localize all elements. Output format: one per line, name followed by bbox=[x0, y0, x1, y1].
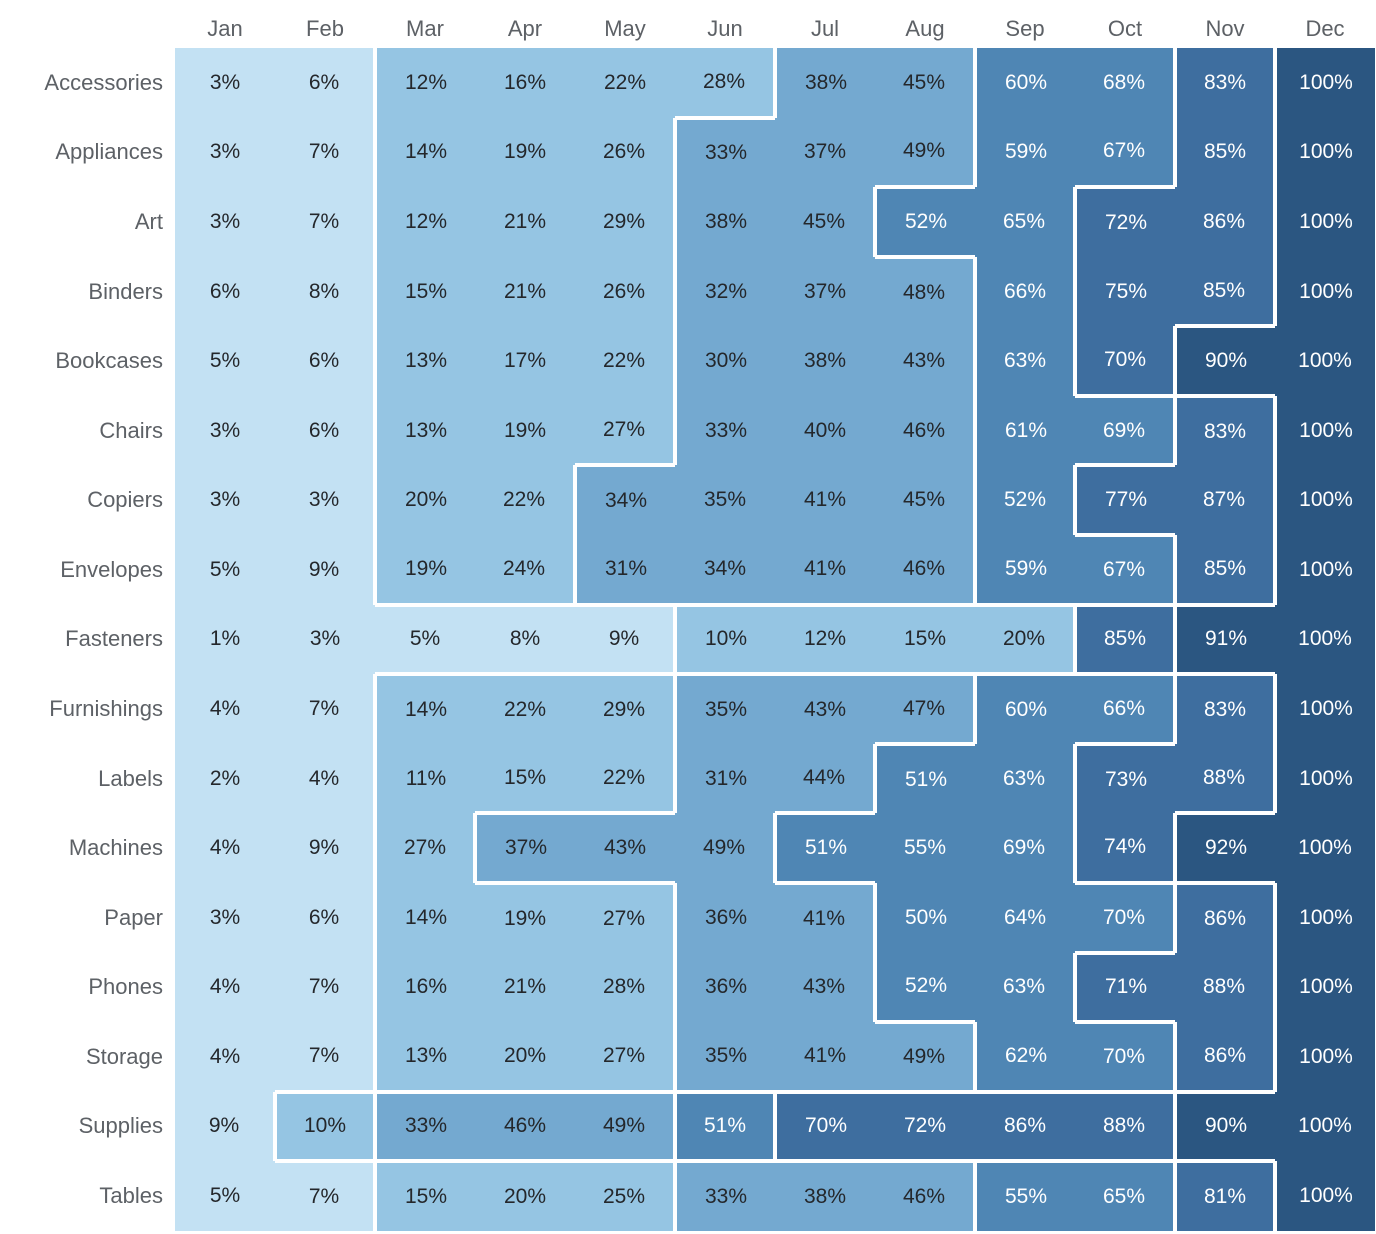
cell-accessories-dec[interactable]: 100% bbox=[1275, 48, 1375, 118]
cell-art-aug[interactable]: 52% bbox=[875, 187, 975, 257]
cell-accessories-feb[interactable]: 6% bbox=[275, 48, 375, 118]
cell-art-may[interactable]: 29% bbox=[575, 187, 675, 257]
row-header-fasteners[interactable]: Fasteners bbox=[65, 626, 163, 652]
cell-supplies-may[interactable]: 49% bbox=[575, 1092, 675, 1162]
cell-paper-apr[interactable]: 19% bbox=[475, 883, 575, 953]
column-header-nov[interactable]: Nov bbox=[1205, 16, 1245, 41]
row-header-tables[interactable]: Tables bbox=[99, 1183, 163, 1209]
column-header-apr[interactable]: Apr bbox=[507, 16, 543, 41]
cell-art-nov[interactable]: 86% bbox=[1175, 187, 1275, 257]
cell-machines-jun[interactable]: 49% bbox=[675, 813, 775, 883]
cell-envelopes-sep[interactable]: 59% bbox=[975, 535, 1075, 605]
cell-furnishings-may[interactable]: 29% bbox=[575, 674, 675, 744]
cell-supplies-jan[interactable]: 9% bbox=[175, 1092, 275, 1162]
cell-accessories-aug[interactable]: 45% bbox=[875, 48, 975, 118]
row-header-storage[interactable]: Storage bbox=[85, 1043, 163, 1069]
row-header-art[interactable]: Art bbox=[134, 208, 163, 234]
cell-chairs-mar[interactable]: 13% bbox=[375, 396, 475, 466]
cell-accessories-nov[interactable]: 83% bbox=[1175, 48, 1275, 118]
cell-labels-feb[interactable]: 4% bbox=[275, 744, 375, 814]
cell-supplies-jul[interactable]: 70% bbox=[775, 1092, 875, 1162]
cell-furnishings-jul[interactable]: 43% bbox=[775, 674, 875, 744]
cell-bookcases-mar[interactable]: 13% bbox=[375, 326, 475, 396]
cell-appliances-jan[interactable]: 3% bbox=[175, 118, 275, 188]
cell-appliances-may[interactable]: 26% bbox=[575, 118, 675, 188]
cell-tables-dec[interactable]: 100% bbox=[1275, 1161, 1375, 1231]
cell-phones-may[interactable]: 28% bbox=[575, 953, 675, 1023]
cell-supplies-feb[interactable]: 10% bbox=[275, 1092, 375, 1162]
cell-machines-sep[interactable]: 69% bbox=[975, 813, 1075, 883]
cell-storage-sep[interactable]: 62% bbox=[975, 1022, 1075, 1092]
cell-fasteners-sep[interactable]: 20% bbox=[975, 605, 1075, 675]
cell-binders-apr[interactable]: 21% bbox=[475, 257, 575, 327]
cell-chairs-oct[interactable]: 69% bbox=[1075, 396, 1175, 466]
cell-supplies-apr[interactable]: 46% bbox=[475, 1092, 575, 1162]
cell-labels-dec[interactable]: 100% bbox=[1275, 744, 1375, 814]
cell-phones-apr[interactable]: 21% bbox=[475, 953, 575, 1023]
cell-chairs-feb[interactable]: 6% bbox=[275, 396, 375, 466]
cell-envelopes-apr[interactable]: 24% bbox=[475, 535, 575, 605]
column-header-oct[interactable]: Oct bbox=[1107, 16, 1143, 41]
cell-binders-dec[interactable]: 100% bbox=[1275, 257, 1375, 327]
cell-envelopes-dec[interactable]: 100% bbox=[1275, 535, 1375, 605]
cell-paper-jul[interactable]: 41% bbox=[775, 883, 875, 953]
cell-labels-nov[interactable]: 88% bbox=[1175, 744, 1275, 814]
row-header-bookcases[interactable]: Bookcases bbox=[55, 348, 163, 374]
cell-copiers-aug[interactable]: 45% bbox=[875, 465, 975, 535]
cell-supplies-dec[interactable]: 100% bbox=[1275, 1092, 1375, 1162]
cell-binders-oct[interactable]: 75% bbox=[1075, 257, 1175, 327]
cell-bookcases-jul[interactable]: 38% bbox=[775, 326, 875, 396]
cell-tables-aug[interactable]: 46% bbox=[875, 1161, 975, 1231]
cell-storage-oct[interactable]: 70% bbox=[1075, 1022, 1175, 1092]
cell-copiers-jul[interactable]: 41% bbox=[775, 465, 875, 535]
cell-labels-jan[interactable]: 2% bbox=[175, 744, 275, 814]
cell-phones-jan[interactable]: 4% bbox=[175, 953, 275, 1023]
cell-furnishings-nov[interactable]: 83% bbox=[1175, 674, 1275, 744]
cell-storage-jun[interactable]: 35% bbox=[675, 1022, 775, 1092]
column-header-feb[interactable]: Feb bbox=[306, 16, 344, 41]
cell-accessories-jun[interactable]: 28% bbox=[675, 48, 775, 118]
cell-appliances-mar[interactable]: 14% bbox=[375, 118, 475, 188]
column-header-dec[interactable]: Dec bbox=[1305, 16, 1345, 41]
cell-bookcases-jun[interactable]: 30% bbox=[675, 326, 775, 396]
table-corner-spacer bbox=[0, 0, 175, 48]
column-header-jun[interactable]: Jun bbox=[707, 16, 743, 41]
cell-supplies-mar[interactable]: 33% bbox=[375, 1092, 475, 1162]
cell-appliances-sep[interactable]: 59% bbox=[975, 118, 1075, 188]
cell-furnishings-apr[interactable]: 22% bbox=[475, 674, 575, 744]
cell-envelopes-jan[interactable]: 5% bbox=[175, 535, 275, 605]
cell-labels-jul[interactable]: 44% bbox=[775, 744, 875, 814]
row-header-labels[interactable]: Labels bbox=[98, 765, 163, 791]
column-header-aug[interactable]: Aug bbox=[905, 16, 945, 41]
cell-art-jul[interactable]: 45% bbox=[775, 187, 875, 257]
cell-phones-dec[interactable]: 100% bbox=[1275, 953, 1375, 1023]
cell-chairs-sep[interactable]: 61% bbox=[975, 396, 1075, 466]
cell-furnishings-sep[interactable]: 60% bbox=[975, 674, 1075, 744]
cell-storage-apr[interactable]: 20% bbox=[475, 1022, 575, 1092]
cell-phones-feb[interactable]: 7% bbox=[275, 953, 375, 1023]
cell-art-mar[interactable]: 12% bbox=[375, 187, 475, 257]
cell-paper-dec[interactable]: 100% bbox=[1275, 883, 1375, 953]
cell-paper-aug[interactable]: 50% bbox=[875, 883, 975, 953]
cell-paper-sep[interactable]: 64% bbox=[975, 883, 1075, 953]
row-header-supplies[interactable]: Supplies bbox=[78, 1113, 163, 1139]
cell-envelopes-oct[interactable]: 67% bbox=[1075, 535, 1175, 605]
cell-paper-may[interactable]: 27% bbox=[575, 883, 675, 953]
cell-labels-oct[interactable]: 73% bbox=[1075, 744, 1175, 814]
cell-bookcases-may[interactable]: 22% bbox=[575, 326, 675, 396]
cell-appliances-nov[interactable]: 85% bbox=[1175, 118, 1275, 188]
cell-fasteners-oct[interactable]: 85% bbox=[1075, 605, 1175, 675]
cell-chairs-nov[interactable]: 83% bbox=[1175, 396, 1275, 466]
cell-binders-jun[interactable]: 32% bbox=[675, 257, 775, 327]
cell-binders-feb[interactable]: 8% bbox=[275, 257, 375, 327]
cell-art-apr[interactable]: 21% bbox=[475, 187, 575, 257]
cell-phones-nov[interactable]: 88% bbox=[1175, 953, 1275, 1023]
cell-machines-aug[interactable]: 55% bbox=[875, 813, 975, 883]
cell-paper-jan[interactable]: 3% bbox=[175, 883, 275, 953]
cell-storage-aug[interactable]: 49% bbox=[875, 1022, 975, 1092]
cell-fasteners-apr[interactable]: 8% bbox=[475, 605, 575, 675]
cell-tables-nov[interactable]: 81% bbox=[1175, 1161, 1275, 1231]
cell-envelopes-nov[interactable]: 85% bbox=[1175, 535, 1275, 605]
cell-binders-aug[interactable]: 48% bbox=[875, 257, 975, 327]
cell-storage-feb[interactable]: 7% bbox=[275, 1022, 375, 1092]
cell-phones-mar[interactable]: 16% bbox=[375, 953, 475, 1023]
cell-accessories-oct[interactable]: 68% bbox=[1075, 48, 1175, 118]
column-header-sep[interactable]: Sep bbox=[1005, 16, 1045, 41]
cell-appliances-jul[interactable]: 37% bbox=[775, 118, 875, 188]
cell-phones-jun[interactable]: 36% bbox=[675, 953, 775, 1023]
cell-fasteners-may[interactable]: 9% bbox=[575, 605, 675, 675]
cell-envelopes-jun[interactable]: 34% bbox=[675, 535, 775, 605]
cell-furnishings-mar[interactable]: 14% bbox=[375, 674, 475, 744]
cell-art-sep[interactable]: 65% bbox=[975, 187, 1075, 257]
cell-bookcases-dec[interactable]: 100% bbox=[1275, 326, 1375, 396]
cell-bookcases-oct[interactable]: 70% bbox=[1075, 326, 1175, 396]
cell-copiers-nov[interactable]: 87% bbox=[1175, 465, 1275, 535]
cell-chairs-may[interactable]: 27% bbox=[575, 396, 675, 466]
row-header-phones[interactable]: Phones bbox=[88, 974, 163, 1000]
cell-storage-mar[interactable]: 13% bbox=[375, 1022, 475, 1092]
cell-copiers-feb[interactable]: 3% bbox=[275, 465, 375, 535]
cell-phones-aug[interactable]: 52% bbox=[875, 953, 975, 1023]
cell-accessories-jul[interactable]: 38% bbox=[775, 48, 875, 118]
cell-accessories-sep[interactable]: 60% bbox=[975, 48, 1075, 118]
cell-binders-mar[interactable]: 15% bbox=[375, 257, 475, 327]
cell-paper-nov[interactable]: 86% bbox=[1175, 883, 1275, 953]
cell-labels-apr[interactable]: 15% bbox=[475, 744, 575, 814]
cell-supplies-sep[interactable]: 86% bbox=[975, 1092, 1075, 1162]
cell-machines-nov[interactable]: 92% bbox=[1175, 813, 1275, 883]
cell-appliances-jun[interactable]: 33% bbox=[675, 118, 775, 188]
cell-labels-may[interactable]: 22% bbox=[575, 744, 675, 814]
cell-fasteners-jan[interactable]: 1% bbox=[175, 605, 275, 675]
cell-phones-sep[interactable]: 63% bbox=[975, 953, 1075, 1023]
cell-chairs-jun[interactable]: 33% bbox=[675, 396, 775, 466]
cell-envelopes-jul[interactable]: 41% bbox=[775, 535, 875, 605]
cell-tables-feb[interactable]: 7% bbox=[275, 1161, 375, 1231]
cell-copiers-dec[interactable]: 100% bbox=[1275, 465, 1375, 535]
cell-copiers-jun[interactable]: 35% bbox=[675, 465, 775, 535]
column-header-may[interactable]: May bbox=[604, 16, 646, 41]
cell-bookcases-jan[interactable]: 5% bbox=[175, 326, 275, 396]
cell-art-jan[interactable]: 3% bbox=[175, 187, 275, 257]
cell-paper-feb[interactable]: 6% bbox=[275, 883, 375, 953]
cell-art-dec[interactable]: 100% bbox=[1275, 187, 1375, 257]
cell-envelopes-aug[interactable]: 46% bbox=[875, 535, 975, 605]
cell-tables-oct[interactable]: 65% bbox=[1075, 1161, 1175, 1231]
row-header-appliances[interactable]: Appliances bbox=[55, 139, 163, 165]
cell-furnishings-jan[interactable]: 4% bbox=[175, 674, 275, 744]
cell-copiers-jan[interactable]: 3% bbox=[175, 465, 275, 535]
row-header-binders[interactable]: Binders bbox=[88, 278, 163, 304]
cell-furnishings-jun[interactable]: 35% bbox=[675, 674, 775, 744]
cell-labels-mar[interactable]: 11% bbox=[375, 744, 475, 814]
cell-chairs-jan[interactable]: 3% bbox=[175, 396, 275, 466]
cell-accessories-may[interactable]: 22% bbox=[575, 48, 675, 118]
cell-accessories-apr[interactable]: 16% bbox=[475, 48, 575, 118]
cell-tables-sep[interactable]: 55% bbox=[975, 1161, 1075, 1231]
cell-art-jun[interactable]: 38% bbox=[675, 187, 775, 257]
cell-furnishings-feb[interactable]: 7% bbox=[275, 674, 375, 744]
cell-bookcases-feb[interactable]: 6% bbox=[275, 326, 375, 396]
column-header-jan[interactable]: Jan bbox=[207, 16, 243, 41]
cell-supplies-nov[interactable]: 90% bbox=[1175, 1092, 1275, 1162]
cell-binders-sep[interactable]: 66% bbox=[975, 257, 1075, 327]
cell-binders-nov[interactable]: 85% bbox=[1175, 257, 1275, 327]
cell-tables-jun[interactable]: 33% bbox=[675, 1161, 775, 1231]
cell-appliances-feb[interactable]: 7% bbox=[275, 118, 375, 188]
cell-paper-jun[interactable]: 36% bbox=[675, 883, 775, 953]
cell-accessories-jan[interactable]: 3% bbox=[175, 48, 275, 118]
cell-furnishings-dec[interactable]: 100% bbox=[1275, 674, 1375, 744]
cell-appliances-oct[interactable]: 67% bbox=[1075, 118, 1175, 188]
cell-machines-may[interactable]: 43% bbox=[575, 813, 675, 883]
cell-art-feb[interactable]: 7% bbox=[275, 187, 375, 257]
cell-accessories-mar[interactable]: 12% bbox=[375, 48, 475, 118]
cell-supplies-jun[interactable]: 51% bbox=[675, 1092, 775, 1162]
cell-fasteners-nov[interactable]: 91% bbox=[1175, 605, 1275, 675]
cell-paper-mar[interactable]: 14% bbox=[375, 883, 475, 953]
cell-chairs-jul[interactable]: 40% bbox=[775, 396, 875, 466]
cell-tables-jan[interactable]: 5% bbox=[175, 1161, 275, 1231]
cell-bookcases-apr[interactable]: 17% bbox=[475, 326, 575, 396]
cell-machines-oct[interactable]: 74% bbox=[1075, 813, 1175, 883]
cell-appliances-dec[interactable]: 100% bbox=[1275, 118, 1375, 188]
cell-labels-aug[interactable]: 51% bbox=[875, 744, 975, 814]
row-header-chairs[interactable]: Chairs bbox=[99, 417, 163, 443]
cell-paper-oct[interactable]: 70% bbox=[1075, 883, 1175, 953]
cell-labels-jun[interactable]: 31% bbox=[675, 744, 775, 814]
cell-machines-apr[interactable]: 37% bbox=[475, 813, 575, 883]
cell-envelopes-may[interactable]: 31% bbox=[575, 535, 675, 605]
cell-fasteners-jun[interactable]: 10% bbox=[675, 605, 775, 675]
cell-copiers-sep[interactable]: 52% bbox=[975, 465, 1075, 535]
column-header-mar[interactable]: Mar bbox=[406, 16, 444, 41]
cell-chairs-aug[interactable]: 46% bbox=[875, 396, 975, 466]
cell-tables-mar[interactable]: 15% bbox=[375, 1161, 475, 1231]
cell-bookcases-nov[interactable]: 90% bbox=[1175, 326, 1275, 396]
cell-bookcases-aug[interactable]: 43% bbox=[875, 326, 975, 396]
cell-machines-feb[interactable]: 9% bbox=[275, 813, 375, 883]
cell-chairs-dec[interactable]: 100% bbox=[1275, 396, 1375, 466]
cell-fasteners-mar[interactable]: 5% bbox=[375, 605, 475, 675]
cell-storage-jul[interactable]: 41% bbox=[775, 1022, 875, 1092]
cell-storage-dec[interactable]: 100% bbox=[1275, 1022, 1375, 1092]
cell-binders-may[interactable]: 26% bbox=[575, 257, 675, 327]
cell-machines-jul[interactable]: 51% bbox=[775, 813, 875, 883]
row-header-furnishings[interactable]: Furnishings bbox=[49, 695, 163, 721]
row-header-machines[interactable]: Machines bbox=[68, 835, 163, 861]
cell-chairs-apr[interactable]: 19% bbox=[475, 396, 575, 466]
cell-fasteners-dec[interactable]: 100% bbox=[1275, 605, 1375, 675]
cell-phones-jul[interactable]: 43% bbox=[775, 953, 875, 1023]
cell-copiers-mar[interactable]: 20% bbox=[375, 465, 475, 535]
row-header-copiers[interactable]: Copiers bbox=[87, 487, 163, 513]
cell-copiers-apr[interactable]: 22% bbox=[475, 465, 575, 535]
cell-furnishings-oct[interactable]: 66% bbox=[1075, 674, 1175, 744]
cell-supplies-aug[interactable]: 72% bbox=[875, 1092, 975, 1162]
cell-fasteners-jul[interactable]: 12% bbox=[775, 605, 875, 675]
row-header-paper[interactable]: Paper bbox=[104, 904, 163, 930]
row-header-accessories[interactable]: Accessories bbox=[44, 69, 163, 95]
column-header-jul[interactable]: Jul bbox=[810, 16, 840, 41]
cell-bookcases-sep[interactable]: 63% bbox=[975, 326, 1075, 396]
cell-appliances-apr[interactable]: 19% bbox=[475, 118, 575, 188]
cell-machines-mar[interactable]: 27% bbox=[375, 813, 475, 883]
cell-copiers-oct[interactable]: 77% bbox=[1075, 465, 1175, 535]
cell-envelopes-feb[interactable]: 9% bbox=[275, 535, 375, 605]
cell-binders-jul[interactable]: 37% bbox=[775, 257, 875, 327]
cell-fasteners-feb[interactable]: 3% bbox=[275, 605, 375, 675]
cell-binders-jan[interactable]: 6% bbox=[175, 257, 275, 327]
cell-copiers-may[interactable]: 34% bbox=[575, 465, 675, 535]
row-header-envelopes[interactable]: Envelopes bbox=[60, 556, 163, 582]
cell-appliances-aug[interactable]: 49% bbox=[875, 118, 975, 188]
cell-storage-nov[interactable]: 86% bbox=[1175, 1022, 1275, 1092]
cell-labels-sep[interactable]: 63% bbox=[975, 744, 1075, 814]
cell-phones-oct[interactable]: 71% bbox=[1075, 953, 1175, 1023]
cell-supplies-oct[interactable]: 88% bbox=[1075, 1092, 1175, 1162]
cell-furnishings-aug[interactable]: 47% bbox=[875, 674, 975, 744]
cell-machines-jan[interactable]: 4% bbox=[175, 813, 275, 883]
cell-tables-apr[interactable]: 20% bbox=[475, 1161, 575, 1231]
cell-art-oct[interactable]: 72% bbox=[1075, 187, 1175, 257]
cell-tables-may[interactable]: 25% bbox=[575, 1161, 675, 1231]
cell-machines-dec[interactable]: 100% bbox=[1275, 813, 1375, 883]
cell-storage-jan[interactable]: 4% bbox=[175, 1022, 275, 1092]
cell-fasteners-aug[interactable]: 15% bbox=[875, 605, 975, 675]
cell-storage-may[interactable]: 27% bbox=[575, 1022, 675, 1092]
cell-tables-jul[interactable]: 38% bbox=[775, 1161, 875, 1231]
cell-envelopes-mar[interactable]: 19% bbox=[375, 535, 475, 605]
